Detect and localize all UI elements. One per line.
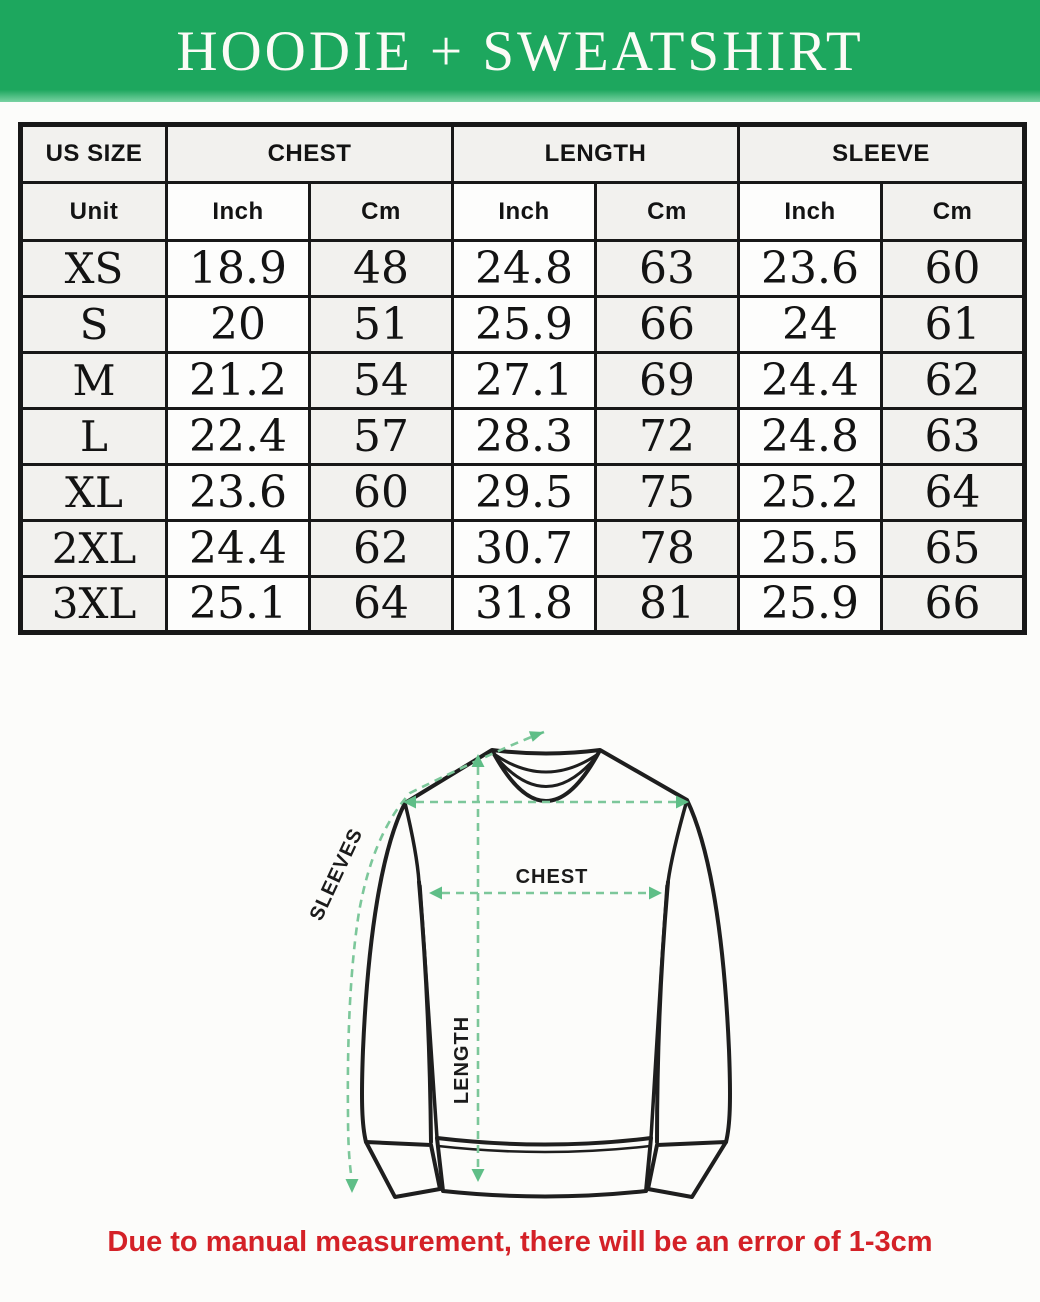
- sleeve-inch-cell: 23.6: [739, 241, 882, 297]
- sleeves-top-arrow-icon: [529, 731, 544, 741]
- sleeve-inch-cell: 25.9: [739, 577, 882, 633]
- chest-cm-cell: 62: [310, 521, 453, 577]
- chest-inch-header: Inch: [167, 183, 310, 241]
- chest-cm-header: Cm: [310, 183, 453, 241]
- left-armhole-seam: [405, 803, 419, 882]
- length-inch-cell: 25.9: [453, 297, 596, 353]
- table-row-xl: [21, 465, 1025, 521]
- right-armhole-seam: [668, 800, 687, 882]
- chest-inch-cell: 23.6: [167, 465, 310, 521]
- sleeve-inch-cell: 25.5: [739, 521, 882, 577]
- size-cell: XS: [21, 241, 167, 297]
- sleeve-inch-cell: 24.8: [739, 409, 882, 465]
- measurement-lines: [348, 732, 676, 1174]
- chest-inch-cell: 24.4: [167, 521, 310, 577]
- unit-header: Unit: [21, 183, 167, 241]
- size-cell: 3XL: [21, 577, 167, 633]
- chest-cm-cell: 48: [310, 241, 453, 297]
- chest-inch-cell: 21.2: [167, 353, 310, 409]
- length-inch-cell: 31.8: [453, 577, 596, 633]
- sleeves-measure-line: [348, 732, 544, 1174]
- length-cm-cell: 66: [596, 297, 739, 353]
- hem-top-line: [437, 1138, 651, 1145]
- chest-inch-cell: 22.4: [167, 409, 310, 465]
- sleeve-inch-header: Inch: [739, 183, 882, 241]
- table-row-s: [21, 297, 1025, 353]
- table-row-2xl: [21, 521, 1025, 577]
- table-group-header-row: [21, 125, 1025, 183]
- measurement-disclaimer: Due to manual measurement, there will be an error of 1-3cm: [107, 1226, 933, 1258]
- length-cm-cell: 78: [596, 521, 739, 577]
- column-header-us-size: US SIZE: [21, 125, 167, 183]
- table-unit-row: [21, 183, 1025, 241]
- sleeve-inch-cell: 24.4: [739, 353, 882, 409]
- size-chart-table: [18, 122, 1027, 635]
- size-cell: L: [21, 409, 167, 465]
- length-inch-cell: 30.7: [453, 521, 596, 577]
- hem-rib-line: [438, 1146, 650, 1152]
- length-cm-cell: 63: [596, 241, 739, 297]
- left-sleeve-outline: [362, 803, 405, 1142]
- size-cell: M: [21, 353, 167, 409]
- right-cuff: [648, 1142, 726, 1197]
- length-inch-cell: 24.8: [453, 241, 596, 297]
- table-row-xs: [21, 241, 1025, 297]
- chest-cm-cell: 51: [310, 297, 453, 353]
- column-header-length: LENGTH: [453, 125, 739, 183]
- page-title: HOODIE + SWEATSHIRT: [176, 19, 864, 83]
- length-cm-cell: 81: [596, 577, 739, 633]
- length-cm-cell: 75: [596, 465, 739, 521]
- measurement-arrows: [346, 731, 690, 1193]
- table-row-l: [21, 409, 1025, 465]
- sleeve-cm-cell: 61: [882, 297, 1025, 353]
- chest-left-arrow-icon: [429, 887, 442, 900]
- column-header-sleeve: SLEEVE: [739, 125, 1025, 183]
- sleeve-cm-cell: 66: [882, 577, 1025, 633]
- sweatshirt-outline: [362, 750, 730, 1197]
- size-cell: XL: [21, 465, 167, 521]
- size-cell: 2XL: [21, 521, 167, 577]
- chest-inch-cell: 20: [167, 297, 310, 353]
- length-bottom-arrow-icon: [472, 1169, 485, 1182]
- chest-inch-cell: 18.9: [167, 241, 310, 297]
- chest-inch-cell: 25.1: [167, 577, 310, 633]
- sleeves-bottom-arrow-icon: [346, 1179, 359, 1193]
- chest-cm-cell: 60: [310, 465, 453, 521]
- sleeve-inch-cell: 24: [739, 297, 882, 353]
- sleeve-cm-header: Cm: [882, 183, 1025, 241]
- chest-right-arrow-icon: [649, 887, 662, 900]
- left-cuff: [366, 1142, 440, 1197]
- chest-label: CHEST: [515, 866, 589, 888]
- length-cm-header: Cm: [596, 183, 739, 241]
- length-inch-cell: 29.5: [453, 465, 596, 521]
- length-cm-cell: 72: [596, 409, 739, 465]
- sleeve-cm-cell: 60: [882, 241, 1025, 297]
- length-cm-cell: 69: [596, 353, 739, 409]
- sleeves-label: SLEEVES: [305, 824, 368, 925]
- sleeve-cm-cell: 63: [882, 409, 1025, 465]
- column-header-chest: CHEST: [167, 125, 453, 183]
- sleeve-cm-cell: 62: [882, 353, 1025, 409]
- length-inch-header: Inch: [453, 183, 596, 241]
- title-banner: [0, 0, 1040, 102]
- sleeve-inch-cell: 25.2: [739, 465, 882, 521]
- collar-neckline: [493, 752, 599, 801]
- length-label: LENGTH: [451, 1015, 473, 1105]
- chest-cm-cell: 54: [310, 353, 453, 409]
- length-inch-cell: 27.1: [453, 353, 596, 409]
- chest-cm-cell: 57: [310, 409, 453, 465]
- sweatshirt-diagram: [300, 690, 780, 1220]
- table-row-m: [21, 353, 1025, 409]
- size-cell: S: [21, 297, 167, 353]
- sleeve-cm-cell: 65: [882, 521, 1025, 577]
- sleeve-cm-cell: 64: [882, 465, 1025, 521]
- table-row-3xl: [21, 577, 1025, 633]
- length-inch-cell: 28.3: [453, 409, 596, 465]
- chest-cm-cell: 64: [310, 577, 453, 633]
- hem-band-outline: [437, 1138, 651, 1197]
